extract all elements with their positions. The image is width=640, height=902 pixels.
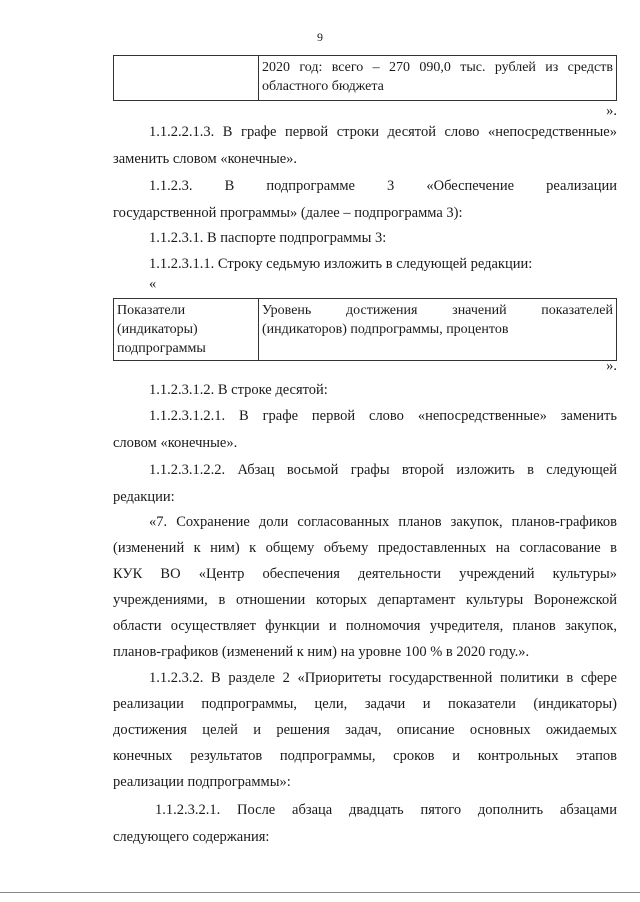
cell-line: Показатели — [117, 303, 186, 318]
page-number: 9 — [317, 30, 323, 44]
closing-quote: ». — [606, 103, 617, 119]
budget-table-fragment — [113, 55, 617, 101]
paragraph-1-1-2-3-1-2-2 — [113, 460, 617, 508]
budget-line-2: областного бюджета — [262, 79, 384, 94]
table-row — [114, 299, 617, 361]
paragraph-1-1-2-3 — [113, 176, 617, 224]
table-cell-budget — [259, 56, 617, 101]
indicators-table — [113, 298, 617, 361]
paragraph-line: области осуществляет функции и полномочия учредителя, планов закупок, — [113, 618, 617, 634]
paragraph-line: государственной программы» (далее – подпрограмма 3): — [113, 205, 463, 221]
paragraph-1-1-2-3-1 — [113, 228, 617, 249]
table-cell-empty — [114, 56, 259, 101]
paragraph-line: редакции: — [113, 489, 175, 505]
paragraph-quoted-item-7 — [113, 512, 617, 663]
paragraph-line: реализации подпрограммы»: — [113, 774, 291, 790]
paragraph-1-1-2-3-2-1 — [113, 800, 617, 848]
paragraph-line: планов-графиков (изменений к ним) на уровне 100 % в 2020 году.». — [113, 644, 530, 660]
table-row — [114, 56, 617, 101]
paragraph-1-1-2-2-1-3 — [113, 122, 617, 170]
paragraph-line: конечных результатов подпрограммы, сроков и контрольных этапов — [113, 748, 617, 764]
footer-divider — [0, 892, 640, 893]
paragraph-line: 1.1.2.3.2. В разделе 2 «Приоритеты государственной политики в сфере — [149, 670, 617, 686]
paragraph-line: учреждениями, в отношении которых департамент культуры Воронежской — [113, 592, 617, 608]
paragraph-1-1-2-3-1-2 — [113, 380, 617, 401]
paragraph-line: 1.1.2.3.1.2.2. Абзац восьмой графы второй изложить в следующей — [149, 462, 617, 478]
paragraph-line: (изменений к ним) к общему объему предоставленных на согласование в — [113, 540, 617, 556]
budget-line-1: 2020 год: всего – 270 090,0 тыс. рублей из средств — [262, 60, 613, 75]
paragraph-line: 1.1.2.3.2.1. После абзаца двадцать пятого дополнить абзацами — [155, 802, 617, 818]
paragraph-line: 1.1.2.2.1.3. В графе первой строки десятой слово «непосредственные» — [149, 124, 617, 140]
paragraph-line: 1.1.2.3.1. В паспорте подпрограммы 3: — [149, 230, 387, 246]
cell-line: подпрограммы — [117, 341, 206, 356]
cell-line: (индикаторов) подпрограммы, процентов — [262, 322, 509, 337]
table-cell-indicators-label — [114, 299, 259, 361]
cell-line: Уровень достижения значений показателей — [262, 303, 613, 318]
cell-line: (индикаторы) — [117, 322, 198, 337]
paragraph-line: следующего содержания: — [113, 829, 270, 845]
paragraph-line: реализации подпрограммы, цели, задачи и показатели (индикаторы) — [113, 696, 617, 712]
closing-quote: ». — [606, 358, 617, 374]
paragraph-line: 1.1.2.3.1.2. В строке десятой: — [149, 382, 328, 398]
paragraph-line: КУК ВО «Центр обеспечения деятельности учреждений культуры» — [113, 566, 617, 582]
paragraph-1-1-2-3-1-1 — [113, 254, 617, 275]
paragraph-line: 1.1.2.3. В подпрограмме 3 «Обеспечение реализации — [149, 178, 617, 194]
opening-quote: « — [149, 276, 157, 292]
paragraph-line: заменить словом «конечные». — [113, 151, 298, 167]
table-cell-indicators-value — [259, 299, 617, 361]
paragraph-line: словом «конечные». — [113, 435, 238, 451]
paragraph-1-1-2-3-2 — [113, 668, 617, 793]
paragraph-line: 1.1.2.3.1.1. Строку седьмую изложить в следующей редакции: — [149, 256, 533, 272]
paragraph-line: 1.1.2.3.1.2.1. В графе первой слово «непосредственные» заменить — [149, 408, 617, 424]
paragraph-line: «7. Сохранение доли согласованных планов закупок, планов-графиков — [149, 514, 617, 530]
paragraph-1-1-2-3-1-2-1 — [113, 406, 617, 454]
paragraph-line: достижения целей и решения задач, описание основных ожидаемых — [113, 722, 617, 738]
